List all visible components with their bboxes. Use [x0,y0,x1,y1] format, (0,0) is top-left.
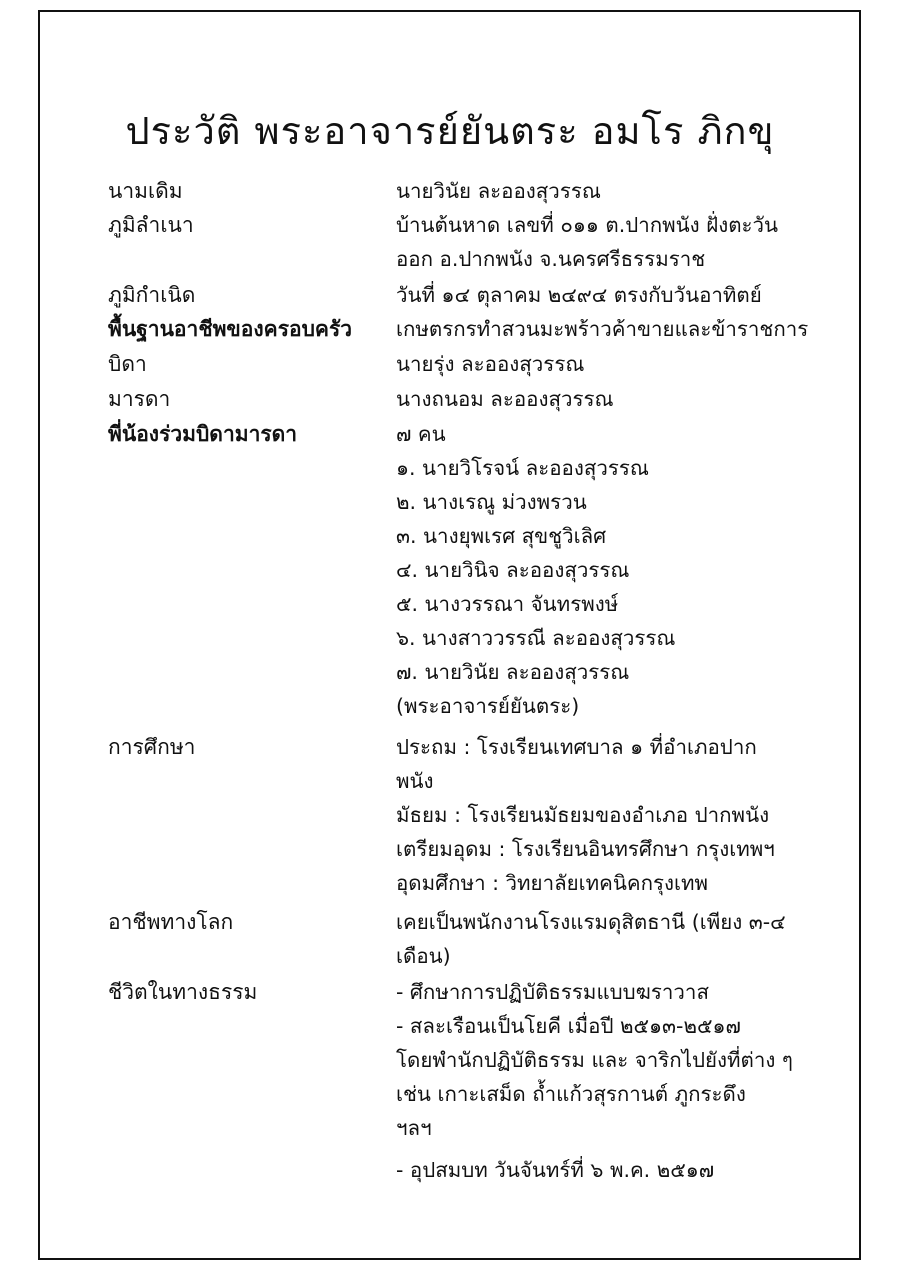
field-label: พื้นฐานอาชีพของครอบครัว [108,317,353,341]
list-item: - สละเรือนเป็นโยคี เมื่อปี ๒๕๑๓-๒๕๑๗ [396,1014,741,1038]
list-item: ๒. นางเรณู ม่วงพรวน [396,490,587,514]
value-line: เดือน) [396,944,451,968]
list-item: เช่น เกาะเสม็ด ถ้ำแก้วสุรกานต์ ภูกระดึง [396,1082,746,1106]
field-label: พี่น้องร่วมบิดามารดา [108,422,298,446]
list-item: เตรียมอุดม : โรงเรียนอินทรศึกษา กรุงเทพฯ [396,837,775,861]
list-item: อุดมศึกษา : วิทยาลัยเทคนิคกรุงเทพ [396,871,709,895]
list-item: ๓. นางยุพเรศ สุขชูวิเลิศ [396,524,607,548]
list-item: - อุปสมบท วันจันทร์ที่ ๖ พ.ค. ๒๕๑๗ [396,1158,715,1182]
field-value [396,905,811,973]
list-item: ๔. นายวินิจ ละอองสุวรรณ [396,558,630,582]
sibling-count: ๗ คน [396,422,446,446]
list-item: ๗. นายวินัย ละอองสุวรรณ [396,660,630,684]
field-label: การศึกษา [108,735,196,759]
value-line: บ้านต้นหาด เลขที่ ๐๑๑ ต.ปากพนัง ฝั่งตะวัน [396,213,779,237]
list-item: มัธยม : โรงเรียนมัธยมของอำเภอ ปากพนัง [396,803,770,827]
list-item: ๖. นางสาววรรณี ละอองสุวรรณ [396,626,676,650]
field-label: มารดา [108,387,171,411]
list-item: ฯลฯ [396,1116,432,1140]
field-label: อาชีพทางโลก [108,910,234,934]
list-item: ๕. นางวรรณา จันทรพงษ์ [396,592,619,616]
field-label: ภูมิกำเนิด [108,283,196,307]
page-title: ประวัติ พระอาจารย์ยันตระ อมโร ภิกขุ [125,109,775,153]
sibling-list [396,417,811,723]
list-item: พนัง [396,769,434,793]
list-item: โดยพำนักปฏิบัติธรรม และ จาริกไปยังที่ต่าง ๆ [396,1048,793,1072]
field-value: นายรุ่ง ละอองสุวรรณ [396,352,585,376]
value-line: ออก อ.ปากพนัง จ.นครศรีธรรมราช [396,247,706,271]
field-value: วันที่ ๑๔ ตุลาคม ๒๔๙๔ ตรงกับวันอาทิตย์ [396,283,762,307]
field-value: นายวินัย ละอองสุวรรณ [396,179,601,203]
education-list [396,730,811,900]
field-label: บิดา [108,352,147,376]
dhamma-list [396,975,811,1187]
list-item: ๑. นายวิโรจน์ ละอองสุวรรณ [396,456,649,480]
value-line: เคยเป็นพนักงานโรงแรมดุสิตธานี (เพียง ๓-๔ [396,910,786,934]
field-label: นามเดิม [108,179,183,203]
field-value: นางถนอม ละอองสุวรรณ [396,387,614,411]
list-item: ประถม : โรงเรียนเทศบาล ๑ ที่อำเภอปาก [396,735,757,759]
list-item: - ศึกษาการปฏิบัติธรรมแบบฆราวาส [396,980,709,1004]
field-value [396,208,811,276]
field-label: ชีวิตในทางธรรม [108,980,258,1004]
list-item: (พระอาจารย์ยันตระ) [396,694,580,718]
field-label: ภูมิลำเนา [108,213,194,237]
field-value: เกษตรกรทำสวนมะพร้าวค้าขายและข้าราชการ [396,317,809,341]
